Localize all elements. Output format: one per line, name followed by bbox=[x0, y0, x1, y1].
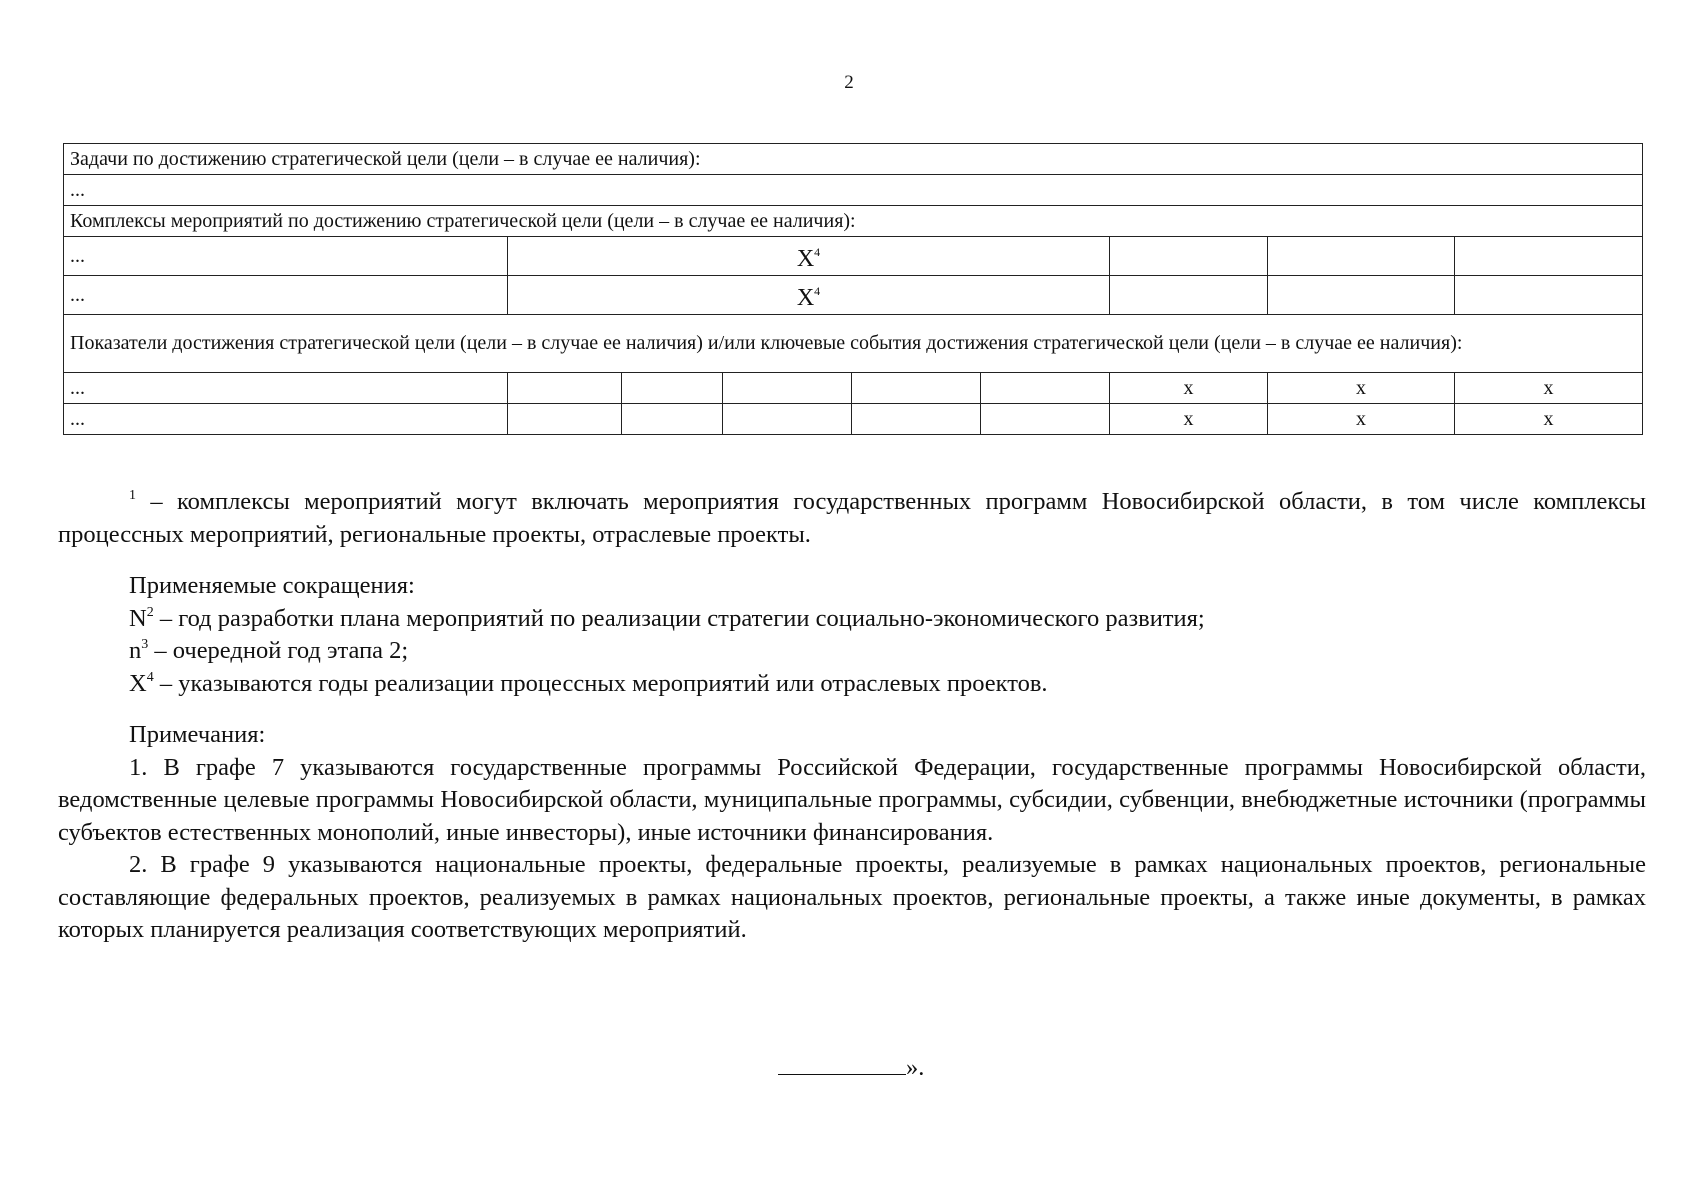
note-item: 2. В графе 9 указываются национальные проекты, федеральные проекты, реализуемые в рамках национальных проектов, региональные составляющие федеральных проектов, реализуемых в рамках национальных проектов, региональные проекты, а также иные документы, в рамках которых планируется реализация соответствующих мероприятий. bbox=[58, 851, 1646, 943]
x-label: X bbox=[796, 246, 815, 272]
mark-cell: x bbox=[1455, 404, 1643, 435]
empty-cell bbox=[1268, 237, 1455, 276]
complex-years-cell bbox=[508, 276, 1110, 315]
empty-cell bbox=[508, 373, 622, 404]
abbreviation-item bbox=[58, 603, 1646, 636]
empty-cell bbox=[1110, 276, 1268, 315]
complex-row bbox=[64, 237, 1643, 276]
abbreviation-text: – очередной год этапа 2; bbox=[148, 637, 409, 664]
indicator-name-cell: ... bbox=[64, 373, 508, 404]
end-mark bbox=[778, 1052, 924, 1082]
x-label: X bbox=[796, 285, 815, 311]
indicator-name-cell: ... bbox=[64, 404, 508, 435]
empty-cell bbox=[1110, 237, 1268, 276]
empty-cell bbox=[508, 404, 622, 435]
abbreviation-text: – год разработки плана мероприятий по реализации стратегии социально-экономического развития; bbox=[153, 604, 1205, 632]
plan-table bbox=[63, 143, 1643, 435]
signature-line bbox=[778, 1052, 906, 1075]
x-footnote-ref: 4 bbox=[814, 245, 821, 259]
empty-cell bbox=[723, 373, 852, 404]
complex-row bbox=[64, 276, 1643, 315]
complexes-section-row bbox=[64, 206, 1643, 237]
tasks-section-header: Задачи по достижению стратегической цели (цели – в случае ее наличия): bbox=[64, 144, 1643, 175]
note-item: 1. В графе 7 указываются государственные программы Российской Федерации, государственные программы Новосибирской области, ведомственные целевые программы Новосибирской области, муниципальные программы, субсидии, субвенции, внебюджетные источники (программы субъектов естественных монополий, иные инвесторы), иные источники финансирования. bbox=[58, 753, 1646, 846]
abbreviation-symbol: n bbox=[129, 637, 142, 664]
x-footnote-ref: 4 bbox=[814, 284, 821, 298]
notes-block bbox=[58, 486, 1646, 947]
footnote-text: – комплексы мероприятий могут включать мероприятия государственных программ Новосибирской области, в том числе комплексы процессных мероприятий, региональные проекты, отраслевые проекты. bbox=[58, 488, 1646, 548]
abbreviation-sup: 2 bbox=[146, 604, 154, 620]
abbreviations-heading: Применяемые сокращения: bbox=[129, 572, 415, 599]
empty-cell bbox=[981, 373, 1110, 404]
empty-cell bbox=[622, 373, 723, 404]
empty-cell bbox=[1455, 237, 1643, 276]
abbreviation-item bbox=[58, 635, 1646, 668]
mark-cell: x bbox=[1110, 373, 1268, 404]
abbreviation-item bbox=[58, 668, 1646, 701]
complex-name-cell: ... bbox=[64, 276, 508, 315]
empty-cell bbox=[1455, 276, 1643, 315]
abbreviation-text: – указываются годы реализации процессных мероприятий или отраслевых проектов. bbox=[153, 669, 1048, 697]
abbreviation-sup: 4 bbox=[146, 669, 154, 685]
complexes-section-header: Комплексы мероприятий по достижению стратегической цели (цели – в случае ее наличия): bbox=[64, 206, 1643, 237]
complex-years-cell bbox=[508, 237, 1110, 276]
page-number: 2 bbox=[844, 72, 854, 93]
indicators-section-header: Показатели достижения стратегической цели (цели – в случае ее наличия) и/или ключевые события достижения стратегической цели (цели – в случае ее наличия): bbox=[64, 315, 1643, 373]
abbreviation-symbol: X bbox=[129, 669, 147, 697]
mark-cell: x bbox=[1268, 404, 1455, 435]
closing-quote: ». bbox=[906, 1054, 925, 1081]
mark-cell: x bbox=[1455, 373, 1643, 404]
abbreviation-sup: 3 bbox=[141, 637, 149, 652]
footnote-number: 1 bbox=[129, 488, 136, 503]
indicators-section-row bbox=[64, 315, 1643, 373]
empty-cell bbox=[852, 373, 981, 404]
tasks-section-row bbox=[64, 144, 1643, 175]
footnote bbox=[58, 486, 1646, 551]
empty-cell bbox=[852, 404, 981, 435]
notes-heading: Примечания: bbox=[129, 721, 266, 748]
indicator-row bbox=[64, 373, 1643, 404]
tasks-row bbox=[64, 175, 1643, 206]
mark-cell: x bbox=[1110, 404, 1268, 435]
empty-cell bbox=[622, 404, 723, 435]
empty-cell bbox=[723, 404, 852, 435]
mark-cell: x bbox=[1268, 373, 1455, 404]
abbreviation-symbol: N bbox=[129, 604, 147, 632]
indicator-row bbox=[64, 404, 1643, 435]
empty-cell bbox=[981, 404, 1110, 435]
tasks-row-cell: ... bbox=[64, 175, 1643, 206]
complex-name-cell: ... bbox=[64, 237, 508, 276]
empty-cell bbox=[1268, 276, 1455, 315]
